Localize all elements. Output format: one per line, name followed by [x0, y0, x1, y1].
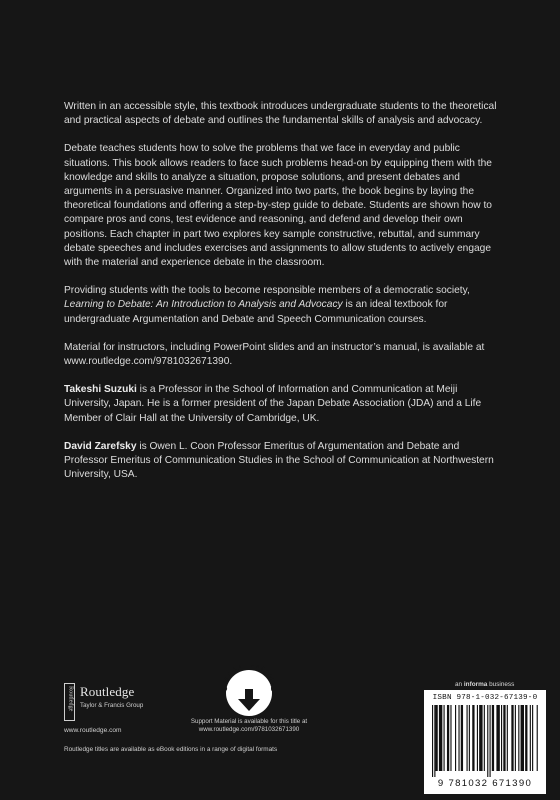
barcode-bar [472, 705, 474, 771]
ebook-note: Routledge titles are available as eBook editions in a range of digital formats [64, 746, 278, 753]
routledge-logo-icon [64, 683, 75, 721]
blurb-p3-intro: Providing students with the tools to become responsible members of a democratic society, [64, 285, 470, 297]
barcode-bar [503, 705, 505, 771]
publisher-name: Routledge [80, 684, 135, 699]
book-title: Learning to Debate: An Introduction to Analysis and Advocacy [64, 299, 343, 311]
barcode-bar [461, 705, 463, 771]
support-line-1: Support Material is available for this title at [190, 718, 308, 725]
barcode-bar [525, 705, 527, 771]
barcode-bar [455, 705, 456, 771]
support-material-note [182, 718, 316, 735]
barcode-bar [444, 705, 445, 771]
support-material-icon [219, 665, 279, 717]
informa-wordmark: informa [463, 681, 488, 688]
publisher-website: www.routledge.com [64, 727, 122, 734]
barcode-bar [530, 705, 531, 771]
author-bio-2 [64, 440, 500, 483]
barcode-bar [484, 705, 485, 771]
blurb-paragraph-1: Written in an accessible style, this textbook introduces undergraduate students to the theoretical and practical aspects of debate and outlines the fundamental skills of analysis and advocacy. [64, 101, 497, 127]
barcode-bars [430, 705, 540, 777]
blurb-paragraph-4: Material for instructors, including PowerPoint slides and an instructor’s manual, is available at www.routledge.com/9781032671390. [64, 341, 485, 368]
author-name-1: Takeshi Suzuki [64, 384, 137, 396]
barcode-bar [532, 705, 533, 771]
barcode-bar [537, 705, 538, 771]
isbn-label: ISBN 978-1-032-67139-0 [432, 694, 538, 702]
barcode-bar [434, 705, 435, 777]
barcode-bar [487, 705, 488, 777]
barcode-bar [439, 705, 442, 771]
barcode-bar [450, 705, 451, 771]
barcode-bar [521, 705, 524, 771]
blurb-paragraph-3 [64, 284, 500, 327]
barcode-bar [496, 705, 499, 771]
barcode-bar [518, 705, 519, 771]
cover-copy [64, 100, 500, 496]
barcode-bar [511, 705, 513, 771]
barcode-bar [479, 705, 482, 771]
isbn-barcode [424, 690, 546, 794]
barcode-bar [435, 705, 437, 771]
barcode-bar [467, 705, 468, 771]
blurb-paragraph-2: Debate teaches students how to solve the problems that we face in everyday and public situations. This book allows readers to face such problems head-on by equipping them with the knowledge and skills to analyze a situation, propose solutions, and present debates and arguments in a persuasive manner. Organized into two parts, the book begins by laying the theoretical foundations and offering a step-by-step guide to debate. Students are shown how to compare pros and cons, test evidence and reasoning, and defend and develop their own positions. Each chapter in part two explores key sample constructive, rebuttal, and summary debate speeches and includes exercises and assignments to allow students to actively engage with the material and experience debate in the classroom. [64, 143, 492, 269]
barcode-bar [432, 705, 433, 777]
barcode-bar [458, 705, 459, 771]
publisher-group: Taylor & Francis Group [80, 702, 144, 709]
barcode-bar [477, 705, 478, 771]
author-bio-1 [64, 383, 500, 426]
author-text-1: is a Professor in the School of Information and Communication at Meiji University, Japan. He is a former president of the Japan Debate Association (JDA) and a Life Member of Clair Hall at the University of Cambridge, UK. [64, 384, 482, 424]
barcode-bar [515, 705, 516, 771]
barcode-bar [501, 705, 502, 771]
barcode-bar [507, 705, 508, 771]
isbn-digits: 9 781032 671390 [437, 778, 533, 789]
author-text-2: is Owen L. Coon Professor Emeritus of Argumentation and Debate and Professor Emeritus of Communication Studies in the School of Communication at Northwestern University, USA. [64, 440, 494, 481]
barcode-bar [490, 705, 491, 777]
barcode-bar [447, 705, 449, 771]
barcode-bar [492, 705, 494, 771]
blurb-p3-rest: is an ideal textbook for undergraduate Argumentation and Debate and Speech Communication courses. [64, 299, 448, 325]
author-name-2: David Zarefsky [64, 440, 137, 452]
support-line-2: www.routledge.com/9781032671390 [198, 726, 300, 734]
barcode-bar [469, 705, 470, 771]
routledge-logo [64, 683, 204, 723]
informa-business-label: an informa business [455, 681, 515, 688]
svg-text:Routledge: Routledge [67, 686, 74, 712]
svg-text:SUPPORT MATERIAL: SUPPORT MATERIAL [221, 665, 277, 692]
